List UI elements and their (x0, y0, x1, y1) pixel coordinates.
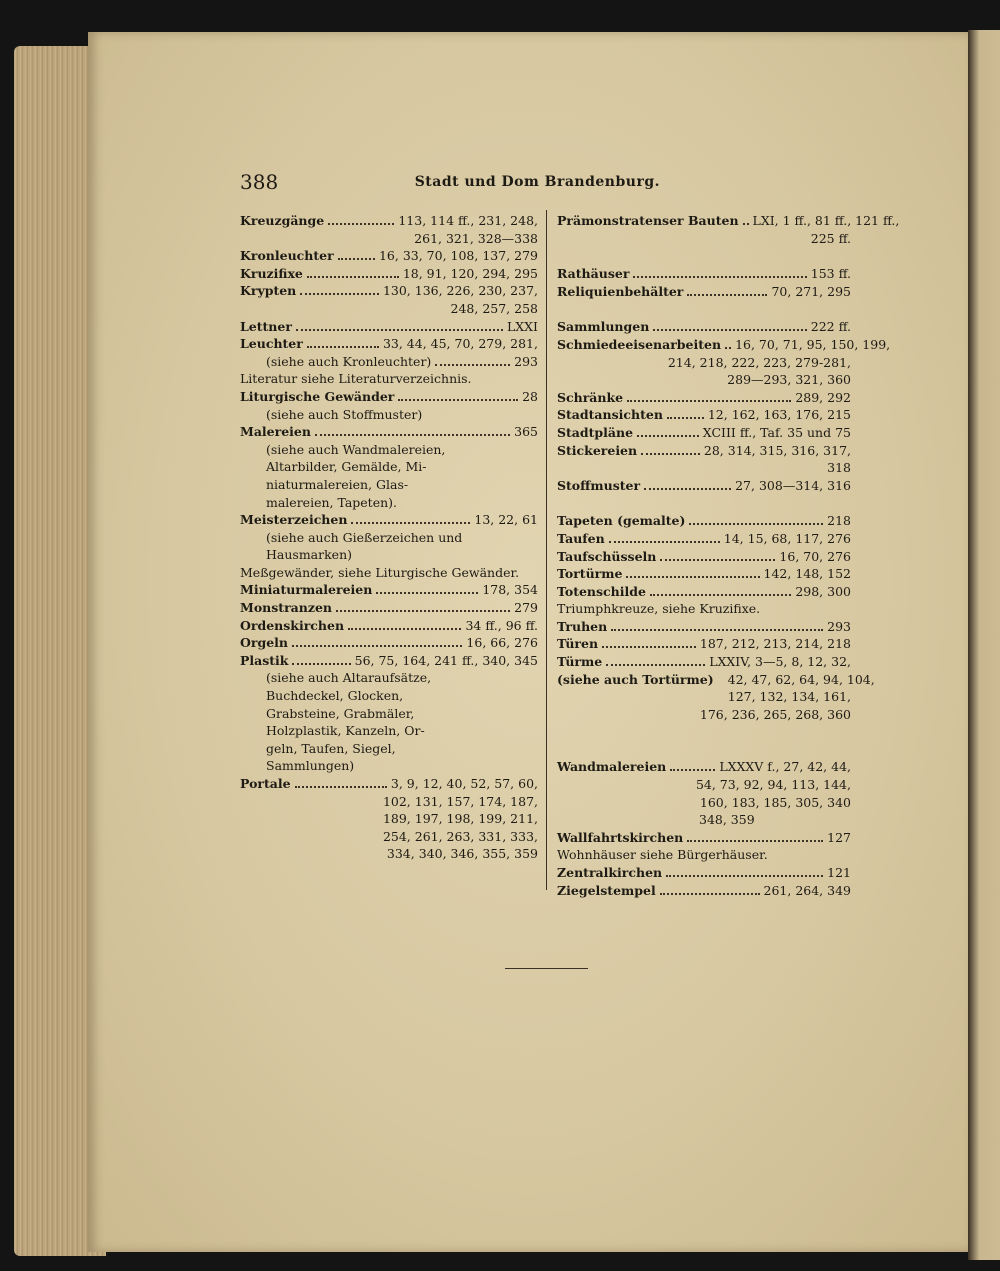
page-refs: 127 (827, 829, 851, 845)
index-term: Kronleuchter (240, 248, 334, 264)
leader-dots (653, 318, 806, 331)
index-term: Stoffmuster (557, 477, 641, 493)
leader-dots (626, 565, 759, 578)
index-entry (240, 212, 538, 230)
leader-dots (641, 442, 700, 455)
page-refs: 12, 162, 163, 176, 215 (707, 407, 851, 423)
index-entry (557, 318, 851, 336)
index-term: Monstranzen (240, 600, 332, 616)
index-entry (557, 618, 851, 636)
leader-dots (725, 336, 731, 349)
leader-dots (609, 530, 720, 543)
leader-dots (315, 423, 510, 436)
index-term: Taufschüsseln (557, 548, 657, 564)
page-refs: 27, 308—314, 316 (735, 477, 851, 493)
index-entry (557, 406, 851, 424)
page-refs: 121 (827, 865, 851, 880)
leader-dots (687, 829, 823, 842)
facing-page-edge (968, 30, 1000, 1260)
page-refs: 34 ff., 96 ff. (465, 617, 538, 633)
page-refs-continued: 348, 359 (699, 812, 755, 828)
index-subentry (240, 705, 538, 723)
index-term: Orgeln (240, 635, 289, 651)
page-refs: 293 (514, 353, 538, 369)
page-refs: 13, 22, 61 (474, 512, 538, 528)
page-refs-continued: 225 ff. (810, 230, 851, 246)
index-term: Liturgische Gewänder (240, 388, 395, 404)
index-term: Zentralkirchen (557, 865, 663, 880)
page-refs: 298, 300 (795, 583, 851, 599)
index-term: Prämonstratenser Bauten (557, 213, 739, 228)
index-term: Lettner (240, 318, 292, 334)
cross-reference: Literatur siehe Literaturverzeichnis. (240, 371, 472, 387)
page-refs: 14, 15, 68, 117, 276 (723, 530, 851, 546)
index-subentry (240, 687, 538, 705)
index-entry (557, 635, 851, 653)
leader-dots (602, 635, 696, 648)
leader-dots (689, 512, 823, 525)
index-term: Portale (240, 776, 291, 791)
page-refs: 289, 292 (795, 389, 851, 405)
page-refs: 130, 136, 226, 230, 237, (382, 283, 538, 299)
index-term: Malereien (240, 424, 311, 440)
spacer (557, 494, 851, 512)
leader-dots (307, 265, 399, 278)
index-entry (557, 864, 851, 882)
leader-dots (292, 634, 462, 647)
index-column-left (240, 212, 538, 863)
running-title: Stadt und Dom Brandenburg. (414, 174, 660, 190)
page-refs: XCIII ff., Taf. 35 und 75 (702, 424, 851, 440)
cross-reference: Meßgewänder, siehe Liturgische Gewänder. (240, 564, 520, 580)
leader-dots (637, 424, 699, 437)
subentry-text: malereien, Tapeten). (266, 494, 398, 510)
page-refs: 70, 271, 295 (771, 283, 851, 299)
index-entry (557, 653, 851, 671)
leader-dots (351, 511, 470, 524)
index-entry (240, 581, 538, 599)
index-entry (557, 530, 851, 548)
index-subentry (240, 757, 538, 775)
leader-dots (348, 617, 461, 630)
index-entry (557, 565, 851, 583)
index-subentry (240, 722, 538, 740)
index-entry (557, 424, 851, 442)
index-term: Miniaturmalereien (240, 582, 373, 598)
index-term: Schmiedeeisenarbeiten (557, 336, 722, 352)
index-subentry (240, 353, 538, 371)
index-term: Rathäuser (557, 266, 630, 282)
index-term: Tapeten (gemalte) (557, 513, 686, 529)
leader-dots (606, 653, 705, 666)
leader-spacer (435, 353, 510, 366)
leader-dots (338, 247, 375, 260)
subentry-text: Buchdeckel, Glocken, (266, 688, 404, 704)
index-entry (557, 583, 851, 601)
page-refs-continued: 318 (827, 460, 851, 476)
page-refs: 42, 47, 62, 64, 94, 104, (727, 671, 875, 687)
spacer (557, 300, 851, 318)
page-refs: 153 ff. (810, 266, 851, 282)
page-refs: 28 (522, 388, 538, 404)
index-entry (557, 336, 891, 354)
index-entry (557, 389, 851, 407)
page-refs: 16, 70, 276 (779, 548, 851, 564)
index-term: Stadtpläne (557, 424, 634, 440)
index-subentry (240, 458, 538, 476)
page-refs: 142, 148, 152 (763, 566, 851, 582)
page-refs-continued: 254, 261, 263, 331, 333, (382, 828, 538, 844)
index-entry (240, 388, 538, 406)
page-refs-continued: 127, 132, 134, 161, (727, 689, 851, 705)
index-term: Meisterzeichen (240, 512, 348, 528)
page-refs: 178, 354 (482, 582, 538, 598)
page-header (240, 170, 660, 196)
page-refs: 218 (827, 513, 851, 529)
index-subentry (240, 740, 538, 758)
leader-dots (650, 583, 791, 596)
leader-dots (660, 548, 775, 561)
subentry-text: (siehe auch Stoffmuster) (266, 406, 423, 422)
index-entry (240, 318, 538, 336)
page-refs: 3, 9, 12, 40, 52, 57, 60, (390, 776, 538, 791)
index-term: Türme (557, 654, 603, 670)
index-term: Leuchter (240, 336, 303, 352)
page-refs: LXXIV, 3—5, 8, 12, 32, (709, 654, 851, 670)
index-entry (240, 265, 538, 283)
leader-dots (296, 318, 503, 331)
page-number: 388 (240, 170, 279, 194)
page-refs: LXXI (506, 318, 538, 334)
index-entry (240, 775, 538, 793)
index-term: Sammlungen (557, 319, 650, 335)
subentry-text: (siehe auch Wandmalereien, (266, 441, 446, 457)
leader-dots (307, 335, 379, 348)
subentry-text: (siehe auch Kronleuchter) (266, 353, 432, 369)
leader-dots (376, 581, 478, 594)
subentry-text: Sammlungen) (266, 758, 355, 774)
index-entry (240, 247, 538, 265)
index-entry (557, 829, 851, 847)
page-refs: 16, 66, 276 (466, 635, 538, 651)
index-entry (557, 671, 875, 689)
index-term: Kruzifixe (240, 265, 303, 281)
leader-dots (292, 652, 350, 665)
index-entry (240, 335, 538, 353)
page-refs: 222 ff. (810, 319, 851, 335)
page-refs-continued: 54, 73, 92, 94, 113, 144, (695, 777, 851, 793)
subentry-text: niaturmalereien, Glas- (266, 476, 409, 492)
leader-dots (300, 282, 379, 295)
index-term: Stadtansichten (557, 407, 663, 423)
page-refs: 279 (514, 600, 538, 616)
index-entry (240, 617, 538, 635)
page-refs: 16, 70, 71, 95, 150, 199, (735, 336, 891, 352)
index-entry (240, 282, 538, 300)
subentry-text: geln, Taufen, Siegel, (266, 740, 396, 756)
leader-dots (644, 477, 731, 490)
cross-reference: Wohnhäuser siehe Bürgerhäuser. (557, 847, 768, 863)
leader-dots (611, 618, 823, 631)
leader-dots (633, 265, 806, 278)
index-entry (557, 212, 900, 230)
cross-reference: Triumphkreuze, siehe Kruzifixe. (557, 601, 761, 617)
page-refs: 18, 91, 120, 294, 295 (402, 265, 538, 281)
leader-dots (660, 882, 760, 895)
index-term: Kreuzgänge (240, 213, 325, 228)
subentry-text: Holzplastik, Kanzeln, Or- (266, 723, 425, 739)
leader-dots (718, 671, 724, 682)
page-refs-continued: 189, 197, 198, 199, 211, (382, 811, 538, 827)
index-entry (240, 511, 538, 529)
page-refs-continued: 176, 236, 265, 268, 360 (699, 706, 851, 722)
page-refs-continued: 289—293, 321, 360 (727, 372, 851, 388)
index-term: Wallfahrtskirchen (557, 829, 684, 845)
page-refs: 56, 75, 164, 241 ff., 340, 345 (354, 652, 538, 668)
index-subentry (240, 494, 538, 512)
page-refs-continued: 214, 218, 222, 223, 279-281, (667, 354, 851, 370)
index-entry (557, 283, 851, 301)
index-column-right (557, 212, 900, 899)
leader-dots (667, 406, 704, 419)
index-entry (557, 442, 851, 460)
index-subentry (240, 441, 538, 459)
column-divider (546, 210, 547, 890)
index-term: Ziegelstempel (557, 882, 656, 898)
leader-dots (627, 389, 791, 402)
leader-dots (328, 212, 394, 225)
page-refs-continued: 248, 257, 258 (450, 300, 538, 316)
leader-dots (398, 388, 518, 401)
subentry-text: (siehe auch Altaraufsätze, (266, 670, 432, 686)
index-term: Totenschilde (557, 583, 646, 599)
index-subentry (240, 546, 538, 564)
subentry-text: Grabsteine, Grabmäler, (266, 705, 415, 721)
index-entry (240, 599, 538, 617)
leader-dots (295, 775, 387, 788)
leader-dots (670, 758, 715, 771)
subentry-text: (siehe auch Gießerzeichen und (266, 529, 463, 545)
page-refs-continued: 334, 340, 346, 355, 359 (386, 846, 538, 862)
index-term: Tortürme (557, 566, 623, 582)
index-entry (240, 423, 538, 441)
page-refs: 365 (514, 424, 538, 440)
index-term: Schränke (557, 389, 624, 405)
subentry-text: Altarbilder, Gemälde, Mi- (266, 459, 427, 475)
index-entry (557, 758, 851, 776)
spacer (557, 723, 851, 758)
index-term: Truhen (557, 618, 608, 634)
index-subentry (240, 406, 538, 424)
index-entry (557, 548, 851, 566)
index-term: Wandmalereien (557, 759, 667, 775)
leader-dots (687, 283, 767, 296)
page-refs: 187, 212, 213, 214, 218 (699, 636, 851, 652)
leader-dots (743, 212, 749, 225)
page-refs: 113, 114 ff., 231, 248, (398, 213, 538, 228)
index-subentry (240, 669, 538, 687)
index-term: Ordenskirchen (240, 617, 345, 633)
index-term: Taufen (557, 530, 605, 546)
page-refs-continued: 261, 321, 328—338 (414, 230, 538, 246)
page-refs-continued: 160, 183, 185, 305, 340 (699, 794, 851, 810)
page-refs: LXXXV f., 27, 42, 44, (719, 759, 851, 775)
index-term: (siehe auch Tortürme) (557, 671, 714, 687)
index-entry (557, 265, 851, 283)
index-subentry (240, 529, 538, 547)
index-entry (557, 882, 851, 900)
leader-dots (666, 864, 823, 877)
subentry-text: Hausmarken) (266, 547, 352, 563)
leader-dots (336, 599, 510, 612)
index-term: Reliquienbehälter (557, 283, 684, 299)
index-term: Plastik (240, 652, 289, 668)
page-refs: 28, 314, 315, 316, 317, (703, 442, 851, 458)
page-refs: LXI, 1 ff., 81 ff., 121 ff., (752, 213, 900, 228)
index-entry (240, 634, 538, 652)
spacer (557, 247, 851, 265)
page-refs: 33, 44, 45, 70, 279, 281, (382, 336, 538, 352)
page-refs: 261, 264, 349 (763, 882, 851, 898)
page-refs: 293 (827, 618, 851, 634)
page-refs-continued: 102, 131, 157, 174, 187, (382, 793, 538, 809)
index-subentry (240, 476, 538, 494)
page-refs: 16, 33, 70, 108, 137, 279 (378, 248, 538, 264)
index-entry (240, 652, 538, 670)
index-term: Stickereien (557, 442, 638, 458)
index-term: Türen (557, 636, 599, 652)
index-entry (557, 512, 851, 530)
index-entry (557, 477, 851, 495)
end-rule (505, 968, 588, 969)
index-term: Krypten (240, 283, 297, 299)
